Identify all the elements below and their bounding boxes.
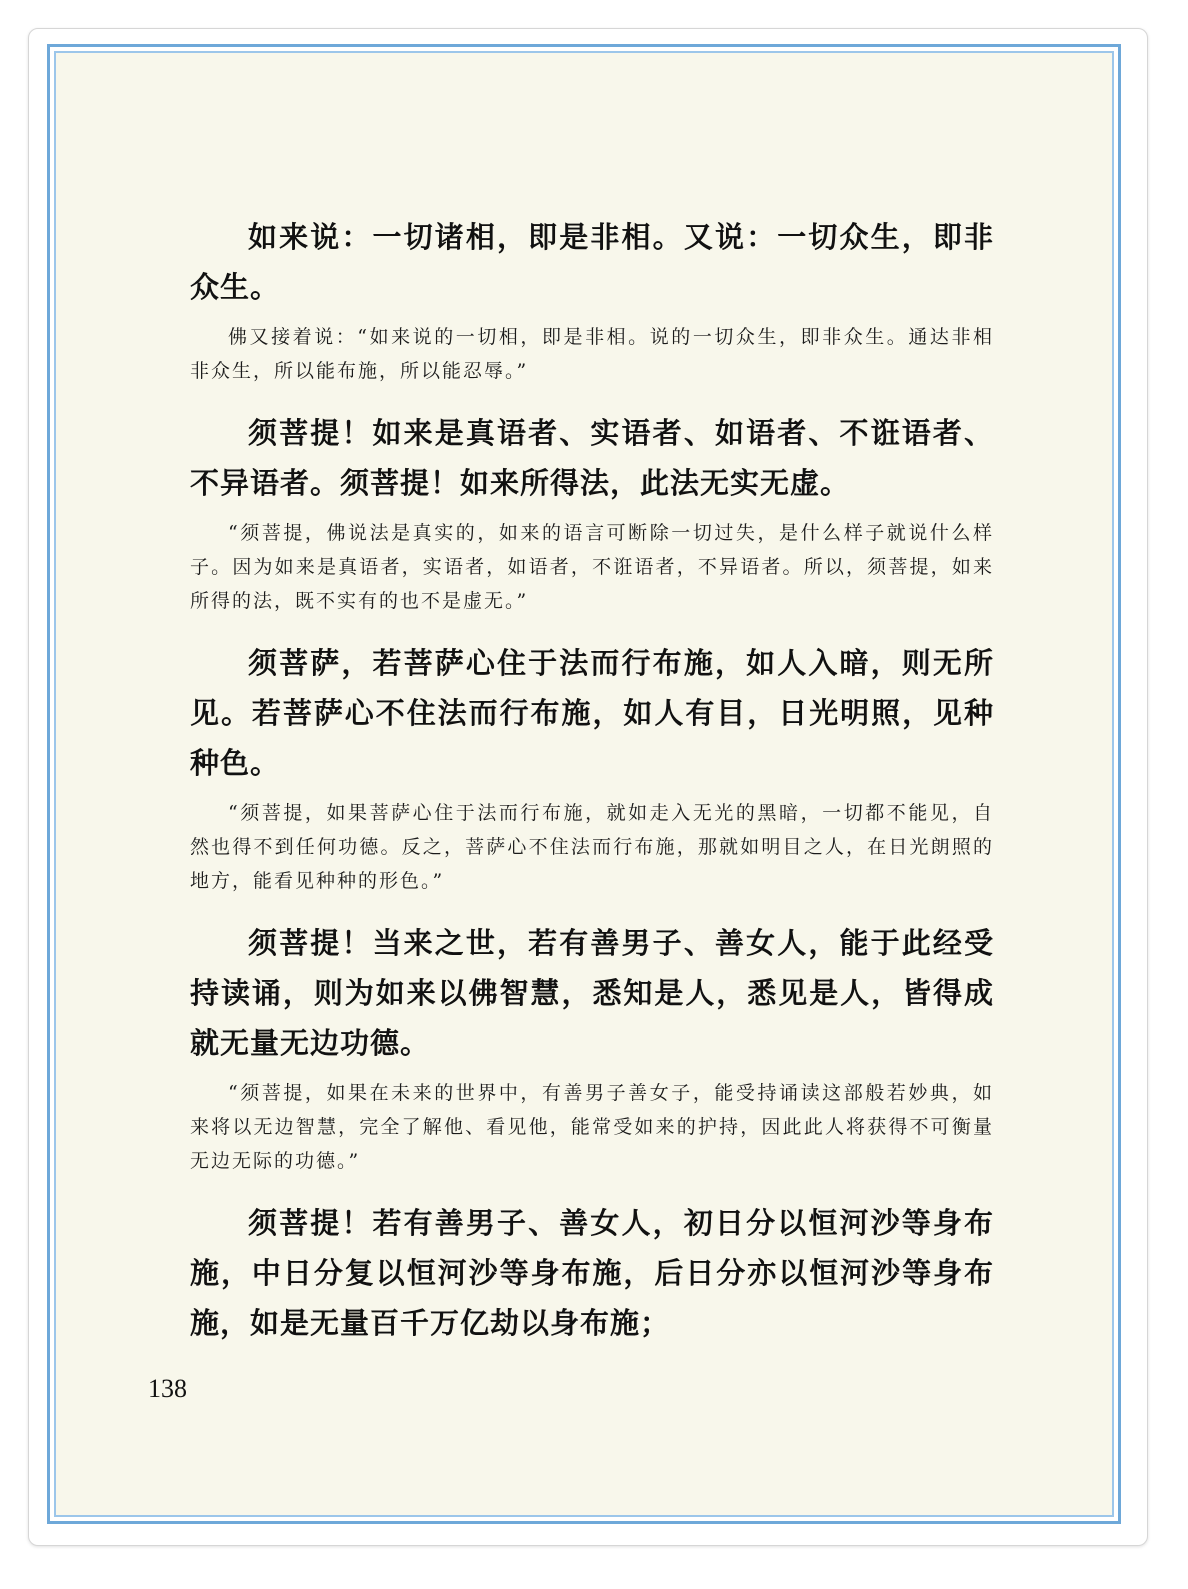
commentary-text: “须菩提，如果菩萨心住于法而行布施，就如走入无光的黑暗，一切都不能见，自然也得不到任何功德。反之，菩萨心不住法而行布施，那就如明目之人，在日光朗照的地方，能看见种种的形色。” xyxy=(190,802,994,892)
section-4 xyxy=(190,918,994,1178)
sutra-text: 如来说：一切诸相，即是非相。又说：一切众生，即非众生。 xyxy=(190,220,994,304)
commentary-text: 佛又接着说：“如来说的一切相，即是非相。说的一切众生，即非众生。通达非相非众生，所以能布施，所以能忍辱。” xyxy=(190,326,994,382)
sutra-text: 须菩提！如来是真语者、实语者、如语者、不诳语者、不异语者。须菩提！如来所得法，此法无实无虚。 xyxy=(190,416,994,500)
sutra-text: 须菩提！当来之世，若有善男子、善女人，能于此经受持读诵，则为如来以佛智慧，悉知是人，悉见是人，皆得成就无量无边功德。 xyxy=(190,926,994,1060)
commentary-text: “须菩提，如果在未来的世界中，有善男子善女子，能受持诵读这部般若妙典，如来将以无边智慧，完全了解他、看见他，能常受如来的护持，因此此人将获得不可衡量无边无际的功德。” xyxy=(190,1082,994,1172)
section-2 xyxy=(190,408,994,618)
section-5 xyxy=(190,1198,994,1348)
page-content xyxy=(190,212,994,1368)
section-1 xyxy=(190,212,994,388)
sutra-text: 须菩提！若有善男子、善女人，初日分以恒河沙等身布施，中日分复以恒河沙等身布施，后日分亦以恒河沙等身布施，如是无量百千万亿劫以身布施； xyxy=(190,1206,994,1340)
section-3 xyxy=(190,638,994,898)
commentary-text: “须菩提，佛说法是真实的，如来的语言可断除一切过失，是什么样子就说什么样子。因为如来是真语者，实语者，如语者，不诳语者，不异语者。所以，须菩提，如来所得的法，既不实有的也不是虚无。” xyxy=(190,522,994,612)
sutra-text: 须菩萨，若菩萨心住于法而行布施，如人入暗，则无所见。若菩萨心不住法而行布施，如人有目，日光明照，见种种色。 xyxy=(190,646,994,780)
page-number: 138 xyxy=(148,1374,187,1403)
